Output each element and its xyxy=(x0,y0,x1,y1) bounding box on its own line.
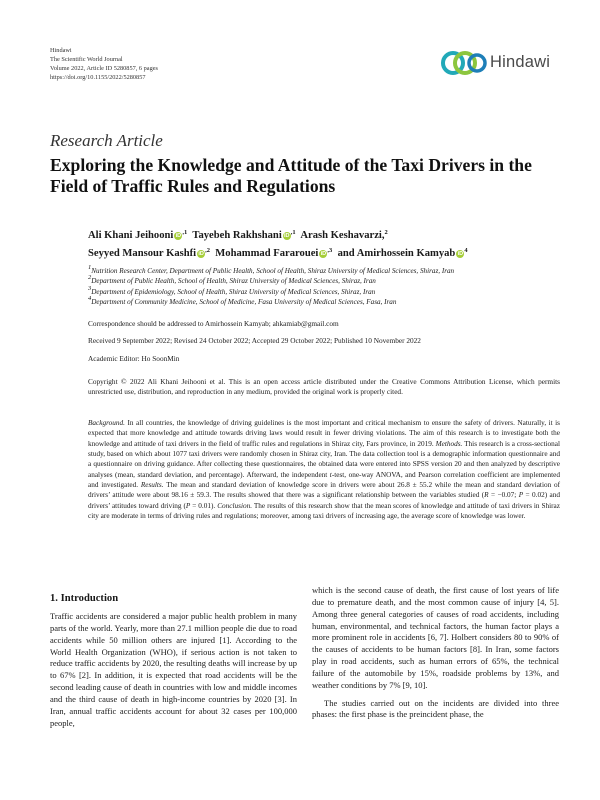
copyright-notice: Copyright © 2022 Ali Khani Jeihooni et al. This is an open access article distributed under the Creative Commons Attribution License, which permits unrestricted use, distribution, and reproduction in any medium, provided the original work is properly cited. xyxy=(88,377,560,397)
author-line-2 xyxy=(88,245,558,263)
publication-dates: Received 9 September 2022; Revised 24 October 2022; Accepted 29 October 2022; Published 10 November 2022 xyxy=(88,336,421,345)
author-name: Seyyed Mansour Kashfi xyxy=(88,248,197,259)
orcid-icon[interactable]: iD xyxy=(198,251,204,257)
paragraph: which is the second cause of death, the first cause of lost years of life due to premature death, and the most common cause of injury [4, 5]. Among three general categories of causes of road accidents, including human, environmental, and technical factors, the human factor plays a more prominent role in accidents [6, 7]. Holbert considers 80 to 90% of the causes of accidents to be human factors [8]. In Iran, some factors play in road accidents, such as human errors of 65%, the technical failure of the automobile by 15%, roadside problems by 13%, and weather conditions by 7% [9, 10]. xyxy=(312,585,559,690)
author-line-1 xyxy=(88,227,558,245)
author-conjunction: and xyxy=(337,248,357,259)
affiliation-item: $^3$Department of Epidemiology, School of Health, Shiraz University of Medical Sciences, Shiraz, Iran xyxy=(88,284,376,296)
logo-wordmark: Hindawi xyxy=(490,53,551,71)
abstract: Background. In all countries, the knowledge of driving guidelines is the most important and critical mechanism to ensure the safety of drivers. Naturally, it is expected that more knowledge and attitude towards driving laws would result in fewer driving violations. The aim of this research is to investigate both the knowledge and attitude of taxi drivers in the field of traffic rules and regulations in Shiraz city, Fars province, in 2019. Methods. This research is a cross-sectional study, based on which about 1077 taxi drivers were randomly chosen in Shiraz city, Iran. The data collection tool is a demographic information questionnaire and a questionnaire on driving guidance. After collecting these questionnaires, the obtained data were entered into SPSS version 20 and then analyzed by descriptive analyses (mean, standard deviation, and percentage). Afterward, the independent t-test, one-way ANOVA, and Pearson correlation coefficient are implemented and investigated. Results. The mean and standard deviation of knowledge score in drivers were about 26.8 ± 55.2 while the mean and standard deviation of drivers’ attitude were about 98.16 ± 59.3. The results showed that there was a significant relationship between the variables studied (R = −0.07; P = 0.02) and drivers’ attitudes toward driving (P = 0.01). Conclusion. The results of this research show that the mean scores of knowledge and attitude of taxi drivers in Shiraz city are moderate in terms of driving rules and regulations; moreover, among taxi drivers of increasing age, the average score of knowledge was lower. xyxy=(88,419,560,521)
author-name: Mohammad Fararouei xyxy=(215,248,319,259)
author-affil-sup: ,2 xyxy=(205,247,210,254)
author-affil-sup: 4 xyxy=(464,247,468,254)
orcid-icon[interactable]: iD xyxy=(175,233,182,239)
author-affil-sup: ,1 xyxy=(182,229,188,236)
publisher-name: Hindawi xyxy=(50,47,72,54)
academic-editor: Academic Editor: Ho SoonMin xyxy=(88,354,180,363)
author-name: Arash Keshavarzi, xyxy=(300,230,385,241)
article-type: Research Article xyxy=(50,131,163,150)
paragraph: Traffic accidents are considered a major public health problem in many parts of the world. Yearly, more than 27.1 million people die due to road accidents while 50 million others are injured [1]. According to the World Health Organization (WHO), if serious action is not taken to reduce traffic accidents by 2020, the resulting deaths will increase by up to 67% [2]. In addition, it is expected that road accidents will be the second leading cause of death in countries with low and middle incomes and the third cause of death in high-income countries by 2020 [3]. In Iran, annual traffic accidents account for about 32 cases per 100,000 people, xyxy=(50,611,297,728)
author-list xyxy=(88,227,558,263)
correspondence: Correspondence should be addressed to Amirhossein Kamyab; ahkamiab@gmail.com xyxy=(88,319,339,328)
hindawi-logo xyxy=(438,44,558,82)
author-name: Ali Khani Jeihooni xyxy=(88,230,174,241)
orcid-icon[interactable]: iD xyxy=(320,251,327,257)
paragraph: The studies carried out on the incidents are divided into three phases: the first phase is the preincident phase, the xyxy=(312,697,559,720)
volume-info: Volume 2022, Article ID 5280857, 6 pages xyxy=(50,65,158,72)
affiliations xyxy=(88,266,560,308)
affiliation-item: $^1$Nutrition Research Center, Department of Public Health, School of Health, Shiraz University of Medical Sciences, Shiraz, Iran xyxy=(88,264,455,275)
affiliation-item: $^4$Department of Community Medicine, School of Medicine, Fasa University of Medical Sciences, Fasa, Iran xyxy=(88,295,397,307)
orcid-icon[interactable]: iD xyxy=(457,251,464,257)
hindawi-rings-icon xyxy=(438,44,488,82)
section-heading-introduction: 1. Introduction xyxy=(50,593,119,604)
author-affil-sup: ,1 xyxy=(290,229,296,236)
body-column-left xyxy=(50,611,297,729)
journal-meta xyxy=(50,46,158,82)
journal-name: The Scientific World Journal xyxy=(50,56,123,63)
author-name: Tayebeh Rakhshani xyxy=(192,230,282,241)
author-name: Amirhossein Kamyab xyxy=(356,248,456,259)
article-title: Exploring the Knowledge and Attitude of the Taxi Drivers in the Field of Traffic Rules and Regulations xyxy=(50,155,532,196)
author-affil-sup: ,3 xyxy=(327,247,333,254)
body-column-right xyxy=(312,585,559,721)
doi-link[interactable]: https://doi.org/10.1155/2022/5280857 xyxy=(50,74,146,81)
author-affil-sup: 2 xyxy=(384,229,388,236)
orcid-icon[interactable]: iD xyxy=(284,233,290,239)
affiliation-item: $^2$Department of Public Health, School of Health, Shiraz University of Medical Sciences, Shiraz, Iran xyxy=(88,274,376,286)
